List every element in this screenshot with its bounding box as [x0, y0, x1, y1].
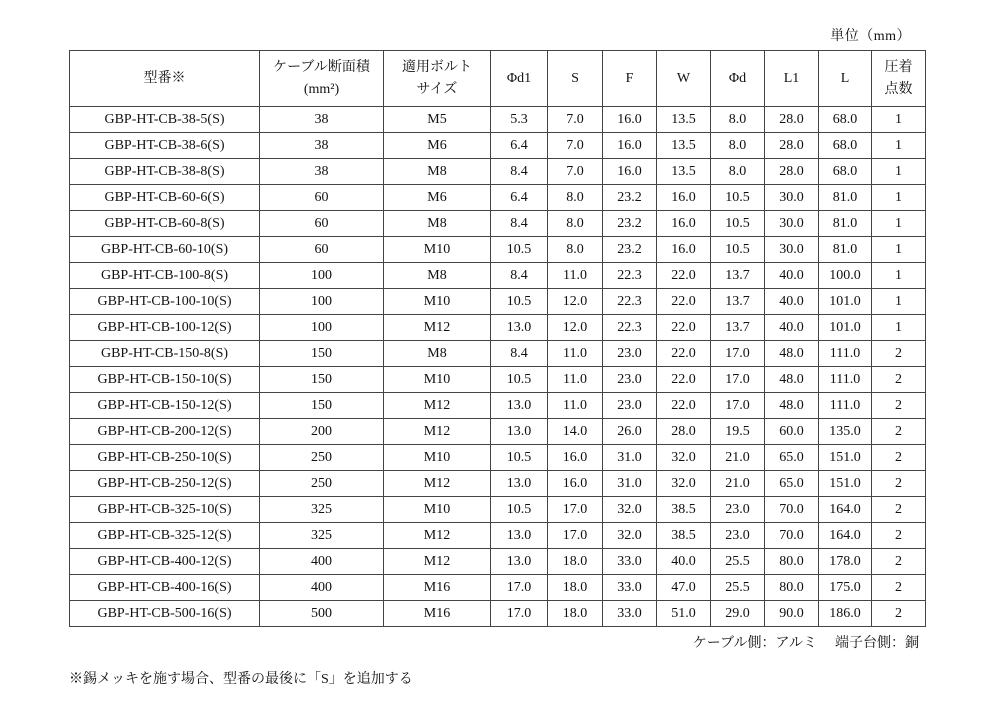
cell-bolt-size: M6: [384, 133, 491, 159]
table-row: [70, 523, 926, 549]
cell-crimp-points: 1: [872, 289, 926, 315]
cell-phi-d1: 17.0: [491, 601, 548, 627]
cell-l1: 65.0: [765, 471, 819, 497]
cell-l1: 60.0: [765, 419, 819, 445]
cell-bolt-size: M8: [384, 211, 491, 237]
cell-model: GBP-HT-CB-400-16(S): [70, 575, 260, 601]
cell-l: 135.0: [819, 419, 872, 445]
cell-s: 12.0: [548, 315, 603, 341]
cell-bolt-size: M8: [384, 341, 491, 367]
cell-l: 178.0: [819, 549, 872, 575]
cell-model: GBP-HT-CB-325-12(S): [70, 523, 260, 549]
cell-s: 11.0: [548, 367, 603, 393]
cell-model: GBP-HT-CB-250-10(S): [70, 445, 260, 471]
cell-f: 22.3: [603, 315, 657, 341]
cell-l: 81.0: [819, 211, 872, 237]
cell-s: 16.0: [548, 471, 603, 497]
cell-w: 38.5: [657, 497, 711, 523]
table-row: [70, 289, 926, 315]
table-row: [70, 549, 926, 575]
cell-f: 16.0: [603, 107, 657, 133]
cell-cable-area: 400: [260, 575, 384, 601]
cell-f: 33.0: [603, 549, 657, 575]
header-model: 型番※: [70, 51, 260, 107]
table-row: [70, 341, 926, 367]
cell-f: 31.0: [603, 445, 657, 471]
cell-l: 68.0: [819, 159, 872, 185]
cell-crimp-points: 1: [872, 263, 926, 289]
cell-crimp-points: 2: [872, 549, 926, 575]
cell-cable-area: 150: [260, 367, 384, 393]
cell-f: 26.0: [603, 419, 657, 445]
cell-s: 14.0: [548, 419, 603, 445]
cell-l: 111.0: [819, 367, 872, 393]
material-terminal-side: 端子台側：銅: [835, 636, 919, 651]
cell-model: GBP-HT-CB-400-12(S): [70, 549, 260, 575]
cell-w: 13.5: [657, 107, 711, 133]
cell-crimp-points: 2: [872, 419, 926, 445]
cell-phi-d1: 17.0: [491, 575, 548, 601]
cell-s: 7.0: [548, 133, 603, 159]
cell-l1: 28.0: [765, 107, 819, 133]
table-row: [70, 419, 926, 445]
cell-phi-d: 10.5: [711, 237, 765, 263]
header-phi-d: Φd: [711, 51, 765, 107]
cell-model: GBP-HT-CB-60-10(S): [70, 237, 260, 263]
cell-cable-area: 100: [260, 263, 384, 289]
table-row: [70, 159, 926, 185]
cell-w: 22.0: [657, 393, 711, 419]
cell-phi-d1: 10.5: [491, 289, 548, 315]
table-row: [70, 367, 926, 393]
spec-table: [69, 50, 926, 627]
cell-l: 164.0: [819, 523, 872, 549]
cell-l: 175.0: [819, 575, 872, 601]
cell-s: 12.0: [548, 289, 603, 315]
cell-cable-area: 38: [260, 159, 384, 185]
table-row: [70, 601, 926, 627]
cell-crimp-points: 2: [872, 575, 926, 601]
cell-f: 23.2: [603, 211, 657, 237]
cell-phi-d: 8.0: [711, 107, 765, 133]
cell-s: 8.0: [548, 211, 603, 237]
cell-bolt-size: M10: [384, 497, 491, 523]
cell-f: 22.3: [603, 263, 657, 289]
cell-bolt-size: M10: [384, 289, 491, 315]
cell-cable-area: 38: [260, 133, 384, 159]
cell-bolt-size: M16: [384, 575, 491, 601]
header-s: S: [548, 51, 603, 107]
header-phi-d1: Φd1: [491, 51, 548, 107]
cell-phi-d1: 13.0: [491, 419, 548, 445]
cell-model: GBP-HT-CB-200-12(S): [70, 419, 260, 445]
cell-l1: 48.0: [765, 393, 819, 419]
cell-cable-area: 60: [260, 211, 384, 237]
cell-w: 38.5: [657, 523, 711, 549]
cell-l: 151.0: [819, 445, 872, 471]
cell-model: GBP-HT-CB-38-6(S): [70, 133, 260, 159]
table-row: [70, 211, 926, 237]
cell-l1: 80.0: [765, 549, 819, 575]
cell-l1: 65.0: [765, 445, 819, 471]
cell-phi-d1: 13.0: [491, 471, 548, 497]
cell-model: GBP-HT-CB-150-12(S): [70, 393, 260, 419]
cell-phi-d: 25.5: [711, 549, 765, 575]
cell-crimp-points: 1: [872, 237, 926, 263]
cell-phi-d: 8.0: [711, 159, 765, 185]
header-f: F: [603, 51, 657, 107]
cell-phi-d: 19.5: [711, 419, 765, 445]
cell-w: 16.0: [657, 185, 711, 211]
cell-f: 16.0: [603, 133, 657, 159]
cell-cable-area: 200: [260, 419, 384, 445]
cell-l: 111.0: [819, 341, 872, 367]
cell-l1: 48.0: [765, 367, 819, 393]
cell-l: 81.0: [819, 185, 872, 211]
table-row: [70, 575, 926, 601]
cell-s: 18.0: [548, 575, 603, 601]
cell-l1: 30.0: [765, 237, 819, 263]
cell-s: 17.0: [548, 497, 603, 523]
cell-l: 101.0: [819, 315, 872, 341]
cell-model: GBP-HT-CB-38-8(S): [70, 159, 260, 185]
cell-model: GBP-HT-CB-250-12(S): [70, 471, 260, 497]
cell-l1: 80.0: [765, 575, 819, 601]
cell-s: 7.0: [548, 159, 603, 185]
cell-l1: 28.0: [765, 159, 819, 185]
cell-s: 11.0: [548, 393, 603, 419]
cell-bolt-size: M12: [384, 419, 491, 445]
cell-cable-area: 500: [260, 601, 384, 627]
unit-label: 単位（mm）: [830, 29, 911, 44]
cell-cable-area: 100: [260, 315, 384, 341]
cell-crimp-points: 2: [872, 341, 926, 367]
cell-bolt-size: M12: [384, 315, 491, 341]
cell-l: 164.0: [819, 497, 872, 523]
table-row: [70, 393, 926, 419]
cell-phi-d: 10.5: [711, 211, 765, 237]
header-cable-area: ケーブル断面積 (mm²): [260, 51, 384, 107]
cell-f: 33.0: [603, 601, 657, 627]
cell-phi-d: 23.0: [711, 497, 765, 523]
table-row: [70, 237, 926, 263]
cell-f: 23.0: [603, 393, 657, 419]
cell-s: 8.0: [548, 185, 603, 211]
cell-f: 31.0: [603, 471, 657, 497]
cell-model: GBP-HT-CB-150-8(S): [70, 341, 260, 367]
cell-w: 51.0: [657, 601, 711, 627]
cell-f: 23.0: [603, 341, 657, 367]
cell-f: 16.0: [603, 159, 657, 185]
table-row: [70, 185, 926, 211]
cell-w: 32.0: [657, 445, 711, 471]
cell-model: GBP-HT-CB-150-10(S): [70, 367, 260, 393]
cell-s: 8.0: [548, 237, 603, 263]
cell-l1: 70.0: [765, 497, 819, 523]
cell-model: GBP-HT-CB-38-5(S): [70, 107, 260, 133]
cell-phi-d1: 10.5: [491, 237, 548, 263]
cell-l1: 40.0: [765, 289, 819, 315]
table-row: [70, 107, 926, 133]
cell-cable-area: 325: [260, 523, 384, 549]
cell-phi-d: 17.0: [711, 341, 765, 367]
cell-model: GBP-HT-CB-500-16(S): [70, 601, 260, 627]
cell-bolt-size: M6: [384, 185, 491, 211]
cell-f: 23.2: [603, 185, 657, 211]
cell-phi-d: 21.0: [711, 471, 765, 497]
cell-l1: 40.0: [765, 263, 819, 289]
cell-bolt-size: M5: [384, 107, 491, 133]
cell-bolt-size: M12: [384, 523, 491, 549]
cell-crimp-points: 2: [872, 601, 926, 627]
cell-bolt-size: M12: [384, 393, 491, 419]
cell-w: 22.0: [657, 315, 711, 341]
cell-phi-d1: 13.0: [491, 523, 548, 549]
cell-w: 22.0: [657, 367, 711, 393]
cell-w: 22.0: [657, 341, 711, 367]
cell-w: 16.0: [657, 237, 711, 263]
cell-phi-d: 23.0: [711, 523, 765, 549]
cell-s: 17.0: [548, 523, 603, 549]
cell-l1: 30.0: [765, 211, 819, 237]
cell-phi-d: 13.7: [711, 263, 765, 289]
cell-w: 40.0: [657, 549, 711, 575]
cell-l1: 90.0: [765, 601, 819, 627]
cell-cable-area: 325: [260, 497, 384, 523]
cell-phi-d: 17.0: [711, 367, 765, 393]
cell-bolt-size: M8: [384, 159, 491, 185]
cell-phi-d1: 10.5: [491, 497, 548, 523]
cell-l1: 70.0: [765, 523, 819, 549]
cell-crimp-points: 1: [872, 133, 926, 159]
cell-phi-d: 17.0: [711, 393, 765, 419]
cell-crimp-points: 1: [872, 107, 926, 133]
cell-crimp-points: 2: [872, 367, 926, 393]
cell-model: GBP-HT-CB-60-6(S): [70, 185, 260, 211]
cell-l1: 28.0: [765, 133, 819, 159]
cell-cable-area: 60: [260, 237, 384, 263]
cell-s: 11.0: [548, 263, 603, 289]
header-bolt-size: 適用ボルト サイズ: [384, 51, 491, 107]
cell-model: GBP-HT-CB-60-8(S): [70, 211, 260, 237]
cell-phi-d1: 6.4: [491, 185, 548, 211]
cell-s: 16.0: [548, 445, 603, 471]
table-row: [70, 315, 926, 341]
table-row: [70, 497, 926, 523]
cell-phi-d1: 10.5: [491, 445, 548, 471]
cell-f: 23.0: [603, 367, 657, 393]
header-crimp-points: 圧着 点数: [872, 51, 926, 107]
cell-phi-d1: 8.4: [491, 341, 548, 367]
cell-phi-d: 10.5: [711, 185, 765, 211]
cell-phi-d1: 13.0: [491, 393, 548, 419]
cell-cable-area: 100: [260, 289, 384, 315]
cell-l: 68.0: [819, 107, 872, 133]
cell-w: 28.0: [657, 419, 711, 445]
cell-phi-d: 29.0: [711, 601, 765, 627]
cell-w: 47.0: [657, 575, 711, 601]
cell-w: 13.5: [657, 133, 711, 159]
cell-bolt-size: M10: [384, 237, 491, 263]
cell-s: 18.0: [548, 601, 603, 627]
cell-l: 101.0: [819, 289, 872, 315]
cell-phi-d: 8.0: [711, 133, 765, 159]
cell-crimp-points: 2: [872, 497, 926, 523]
cell-cable-area: 250: [260, 445, 384, 471]
cell-phi-d1: 13.0: [491, 315, 548, 341]
cell-w: 22.0: [657, 263, 711, 289]
cell-f: 33.0: [603, 575, 657, 601]
cell-crimp-points: 2: [872, 393, 926, 419]
footnote: ※錫メッキを施す場合、型番の最後に「S」を追加する: [69, 672, 413, 687]
cell-cable-area: 250: [260, 471, 384, 497]
cell-crimp-points: 2: [872, 523, 926, 549]
cell-bolt-size: M16: [384, 601, 491, 627]
table-row: [70, 471, 926, 497]
cell-phi-d1: 8.4: [491, 159, 548, 185]
cell-cable-area: 60: [260, 185, 384, 211]
cell-cable-area: 150: [260, 341, 384, 367]
cell-bolt-size: M10: [384, 445, 491, 471]
cell-l1: 48.0: [765, 341, 819, 367]
cell-s: 7.0: [548, 107, 603, 133]
cell-cable-area: 38: [260, 107, 384, 133]
cell-phi-d1: 5.3: [491, 107, 548, 133]
cell-model: GBP-HT-CB-100-8(S): [70, 263, 260, 289]
cell-f: 32.0: [603, 523, 657, 549]
table-row: [70, 263, 926, 289]
cell-w: 16.0: [657, 211, 711, 237]
cell-phi-d1: 8.4: [491, 211, 548, 237]
cell-crimp-points: 2: [872, 445, 926, 471]
table-row: [70, 133, 926, 159]
header-l: L: [819, 51, 872, 107]
table-row: [70, 445, 926, 471]
cell-phi-d: 13.7: [711, 289, 765, 315]
cell-crimp-points: 1: [872, 315, 926, 341]
cell-crimp-points: 1: [872, 211, 926, 237]
cell-crimp-points: 1: [872, 185, 926, 211]
cell-l: 81.0: [819, 237, 872, 263]
cell-s: 18.0: [548, 549, 603, 575]
cell-l: 151.0: [819, 471, 872, 497]
material-note: [693, 632, 919, 652]
cell-phi-d1: 8.4: [491, 263, 548, 289]
cell-w: 22.0: [657, 289, 711, 315]
cell-crimp-points: 1: [872, 159, 926, 185]
cell-cable-area: 150: [260, 393, 384, 419]
cell-phi-d: 25.5: [711, 575, 765, 601]
cell-cable-area: 400: [260, 549, 384, 575]
header-l1: L1: [765, 51, 819, 107]
cell-l: 111.0: [819, 393, 872, 419]
cell-f: 23.2: [603, 237, 657, 263]
cell-phi-d1: 13.0: [491, 549, 548, 575]
cell-l1: 30.0: [765, 185, 819, 211]
cell-model: GBP-HT-CB-100-10(S): [70, 289, 260, 315]
cell-l: 100.0: [819, 263, 872, 289]
cell-bolt-size: M12: [384, 471, 491, 497]
table-header-row: [70, 51, 926, 107]
cell-w: 32.0: [657, 471, 711, 497]
cell-model: GBP-HT-CB-100-12(S): [70, 315, 260, 341]
cell-l: 186.0: [819, 601, 872, 627]
cell-bolt-size: M8: [384, 263, 491, 289]
cell-s: 11.0: [548, 341, 603, 367]
cell-bolt-size: M12: [384, 549, 491, 575]
cell-f: 32.0: [603, 497, 657, 523]
cell-phi-d1: 6.4: [491, 133, 548, 159]
cell-w: 13.5: [657, 159, 711, 185]
cell-l: 68.0: [819, 133, 872, 159]
cell-crimp-points: 2: [872, 471, 926, 497]
cell-f: 22.3: [603, 289, 657, 315]
cell-phi-d: 21.0: [711, 445, 765, 471]
header-w: W: [657, 51, 711, 107]
cell-bolt-size: M10: [384, 367, 491, 393]
cell-phi-d1: 10.5: [491, 367, 548, 393]
cell-l1: 40.0: [765, 315, 819, 341]
cell-model: GBP-HT-CB-325-10(S): [70, 497, 260, 523]
material-cable-side: ケーブル側：アルミ: [692, 636, 817, 651]
cell-phi-d: 13.7: [711, 315, 765, 341]
